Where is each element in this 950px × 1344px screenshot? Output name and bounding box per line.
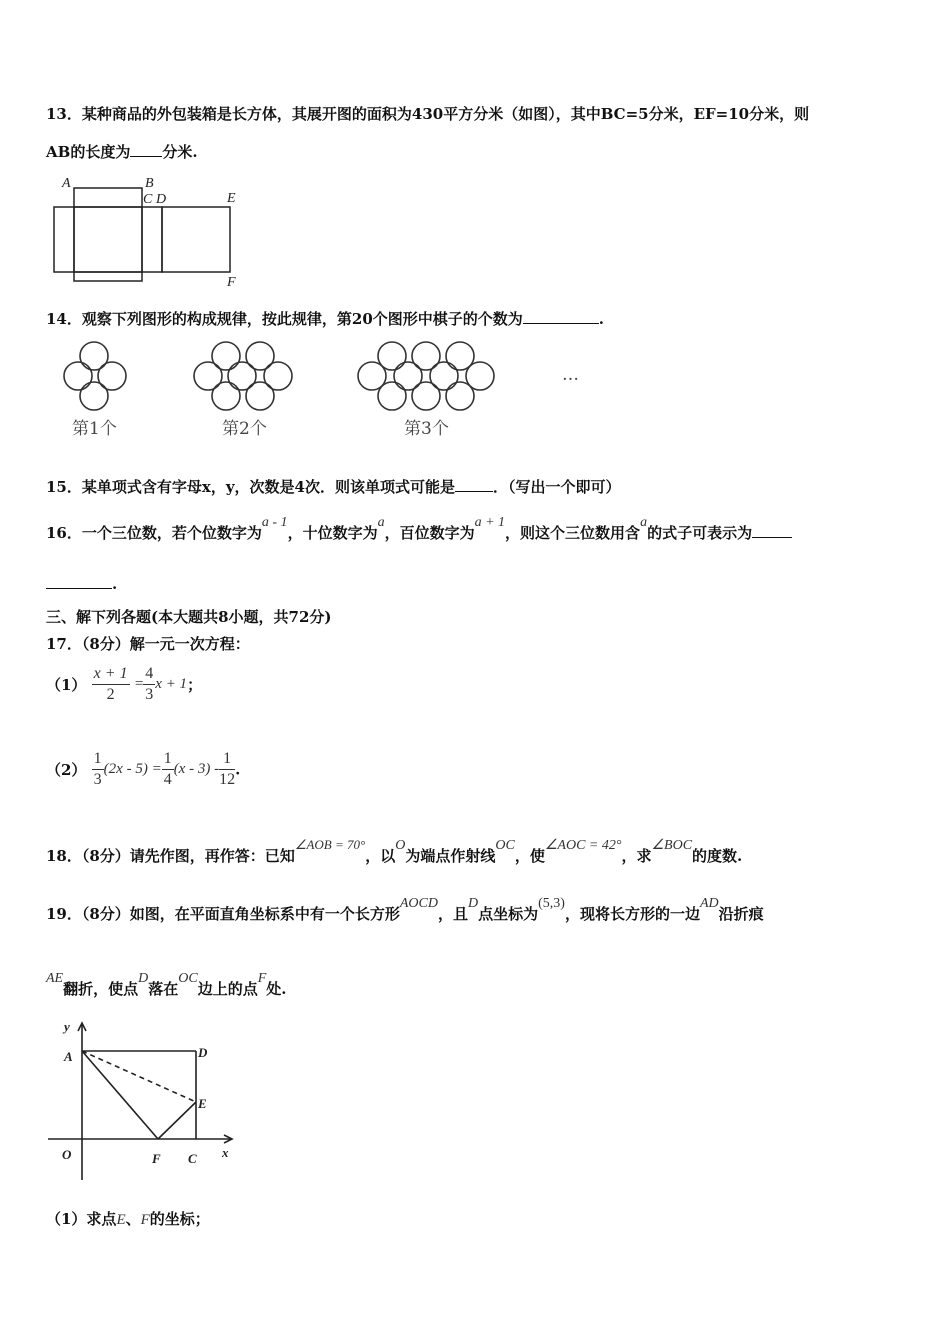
denominator: 4 <box>163 771 172 788</box>
q19-math-4: AD <box>699 896 719 911</box>
q18-p2: ，以 <box>365 847 396 865</box>
q18-p4: ，使 <box>514 847 545 865</box>
chess-piece <box>378 382 406 410</box>
q15-line <box>46 476 621 497</box>
answer-blank[interactable] <box>752 523 792 538</box>
q19-l2-p2: 落在 <box>148 980 179 998</box>
label-O: O <box>62 1147 72 1162</box>
q16-p5: 的式子可表示为 <box>647 524 753 542</box>
q17-p1-end: ； <box>187 676 203 694</box>
q19-l2-math-1: AE <box>46 971 64 986</box>
fraction <box>162 749 174 790</box>
q19-l2-math-4: F <box>257 971 267 986</box>
q17-p2-end: . <box>235 760 241 779</box>
label-y: y <box>64 1019 70 1034</box>
answer-blank[interactable] <box>523 309 599 324</box>
q19-math-2: D <box>467 896 479 911</box>
fraction <box>92 664 130 705</box>
q16-math-2: a <box>377 515 385 530</box>
q19-p4: ，现将长方形的一边 <box>564 905 700 923</box>
label-E: E <box>227 191 236 206</box>
q16-math-4: a <box>640 515 648 530</box>
q13-line1: 13．某种商品的外包装箱是长方体，其展开图的面积为430平方分米（如图），其中BC=5分米，EF=10分米，则 <box>46 105 810 123</box>
q14-text-post: . <box>598 310 604 328</box>
q19-sub1-math-1: E <box>116 1212 126 1228</box>
crease-AE <box>82 1051 196 1102</box>
q14-text-pre: 14．观察下列图形的构成规律，按此规律，第20个图形中棋子的个数为 <box>46 310 523 328</box>
q17-p2-label: （2） <box>46 761 87 779</box>
label-F: F <box>227 275 236 290</box>
q18-math-3: OC <box>495 838 515 853</box>
coordinate-figure <box>46 1015 246 1185</box>
q18-p3: 为端点作射线 <box>405 847 496 865</box>
chess-piece <box>430 362 458 390</box>
equals: = <box>134 676 144 692</box>
label-B: B <box>145 176 154 191</box>
q19-sub1-sep: 、 <box>125 1210 141 1228</box>
q17-part1 <box>46 664 202 705</box>
q19-sub1-pre: （1）求点 <box>46 1210 117 1228</box>
q16-p4: ，则这个三位数用含 <box>505 524 641 542</box>
chess-piece <box>80 382 108 410</box>
chess-piece <box>212 342 240 370</box>
q19-l2-math-2: D <box>138 971 149 986</box>
q16-line2 <box>46 574 117 593</box>
answer-blank[interactable] <box>46 574 112 589</box>
q13-line2-post: 分米. <box>162 143 198 161</box>
chess-piece <box>394 362 422 390</box>
numerator: 1 <box>162 749 174 770</box>
q19-l2-p4: 处. <box>266 980 287 998</box>
caption-2: 第2个 <box>222 419 267 439</box>
q19-line2 <box>46 971 287 999</box>
chess-piece <box>194 362 222 390</box>
chess-pattern-figure <box>56 338 616 442</box>
q16-line2-post: . <box>112 575 118 593</box>
q16-line1 <box>46 515 792 543</box>
label-C: C <box>188 1151 197 1166</box>
q18-math-4: ∠AOC = 42° <box>544 838 622 853</box>
q17-p1-label: （1） <box>46 676 87 694</box>
q19-p5: 沿折痕 <box>718 905 764 923</box>
fraction <box>219 749 235 790</box>
q18-p6: 的度数. <box>692 847 743 865</box>
section-heading: 三、解下列各题(本大题共8小题，共72分) <box>46 608 332 626</box>
q18-math-5: ∠BOC <box>651 838 693 853</box>
q17-p2-mid2: (x - 3) - <box>173 761 220 777</box>
q15-text-post: ．（写出一个即可） <box>492 478 621 496</box>
chess-piece <box>412 342 440 370</box>
q18-math-2: O <box>395 838 406 853</box>
q18-line <box>46 837 743 866</box>
label-F: F <box>152 1151 161 1166</box>
numerator: 1 <box>219 749 235 770</box>
chess-piece <box>246 342 274 370</box>
chess-piece <box>412 382 440 410</box>
q19-line1 <box>46 896 764 924</box>
label-A: A <box>64 1049 73 1064</box>
q17-part2 <box>46 749 240 790</box>
denominator: 3 <box>93 771 102 788</box>
answer-blank[interactable] <box>130 142 162 157</box>
q19-p2: ，且 <box>437 905 468 923</box>
chess-piece <box>98 362 126 390</box>
q16-p2: ，十位数字为 <box>287 524 378 542</box>
fraction <box>143 664 155 705</box>
chess-piece <box>64 362 92 390</box>
q19-sub1-post: 的坐标； <box>149 1210 210 1228</box>
q16-p1: 16．一个三位数，若个位数字为 <box>46 524 262 542</box>
q17-p2-mid1: (2x - 5) = <box>103 761 162 777</box>
label-D: D <box>198 1045 208 1060</box>
net-diagram <box>46 172 246 288</box>
chess-piece <box>228 362 256 390</box>
q19-sub1 <box>46 1208 210 1229</box>
q17-p1-rest: x + 1 <box>155 676 188 692</box>
q19-sub1-math-2: F <box>140 1212 150 1228</box>
q19-p1: 19．（8分）如图，在平面直角坐标系中有一个长方形 <box>46 905 400 923</box>
q18-p5: ，求 <box>621 847 652 865</box>
q18-math-1: ∠AOB = 70° <box>294 837 366 852</box>
denominator: 12 <box>219 771 236 788</box>
q19-l2-p1: 翻折，使点 <box>63 980 139 998</box>
chess-piece <box>446 382 474 410</box>
q18-p1: 18．（8分）请先作图，再作答：已知 <box>46 847 295 865</box>
q14-line <box>46 308 604 329</box>
fold-AF <box>82 1051 158 1139</box>
chess-piece <box>246 382 274 410</box>
q19-p3: 点坐标为 <box>478 905 539 923</box>
label-D: D <box>156 192 167 207</box>
caption-1: 第1个 <box>72 419 117 439</box>
denominator: 3 <box>145 686 154 703</box>
q17-title: 17．（8分）解一元一次方程： <box>46 635 250 653</box>
q19-l2-p3: 边上的点 <box>197 980 258 998</box>
q16-p3: ，百位数字为 <box>384 524 475 542</box>
label-A: A <box>62 176 71 191</box>
q15-text-pre: 15．某单项式含有字母x，y，次数是4次．则该单项式可能是 <box>46 478 455 496</box>
q13-line2-pre: AB的长度为 <box>46 143 131 161</box>
q19-l2-math-3: OC <box>178 971 198 986</box>
chess-piece <box>264 362 292 390</box>
q16-math-3: a + 1 <box>474 515 506 530</box>
denominator: 2 <box>106 686 115 703</box>
numerator: 1 <box>92 749 104 770</box>
chess-piece <box>80 342 108 370</box>
numerator: 4 <box>143 664 155 685</box>
q16-math-1: a - 1 <box>261 515 288 530</box>
q13-line2 <box>46 141 198 162</box>
q19-math-3: (5,3) <box>538 896 565 911</box>
label-C: C <box>143 192 153 207</box>
label-E: E <box>198 1096 207 1111</box>
chess-piece <box>212 382 240 410</box>
label-x: x <box>222 1145 229 1160</box>
numerator: x + 1 <box>92 664 130 685</box>
fraction <box>92 749 104 790</box>
caption-3: 第3个 <box>404 419 449 439</box>
answer-blank[interactable] <box>455 477 493 492</box>
q19-math-1: AOCD <box>399 896 438 911</box>
ellipsis: … <box>562 365 579 385</box>
fold-FE <box>158 1102 196 1139</box>
